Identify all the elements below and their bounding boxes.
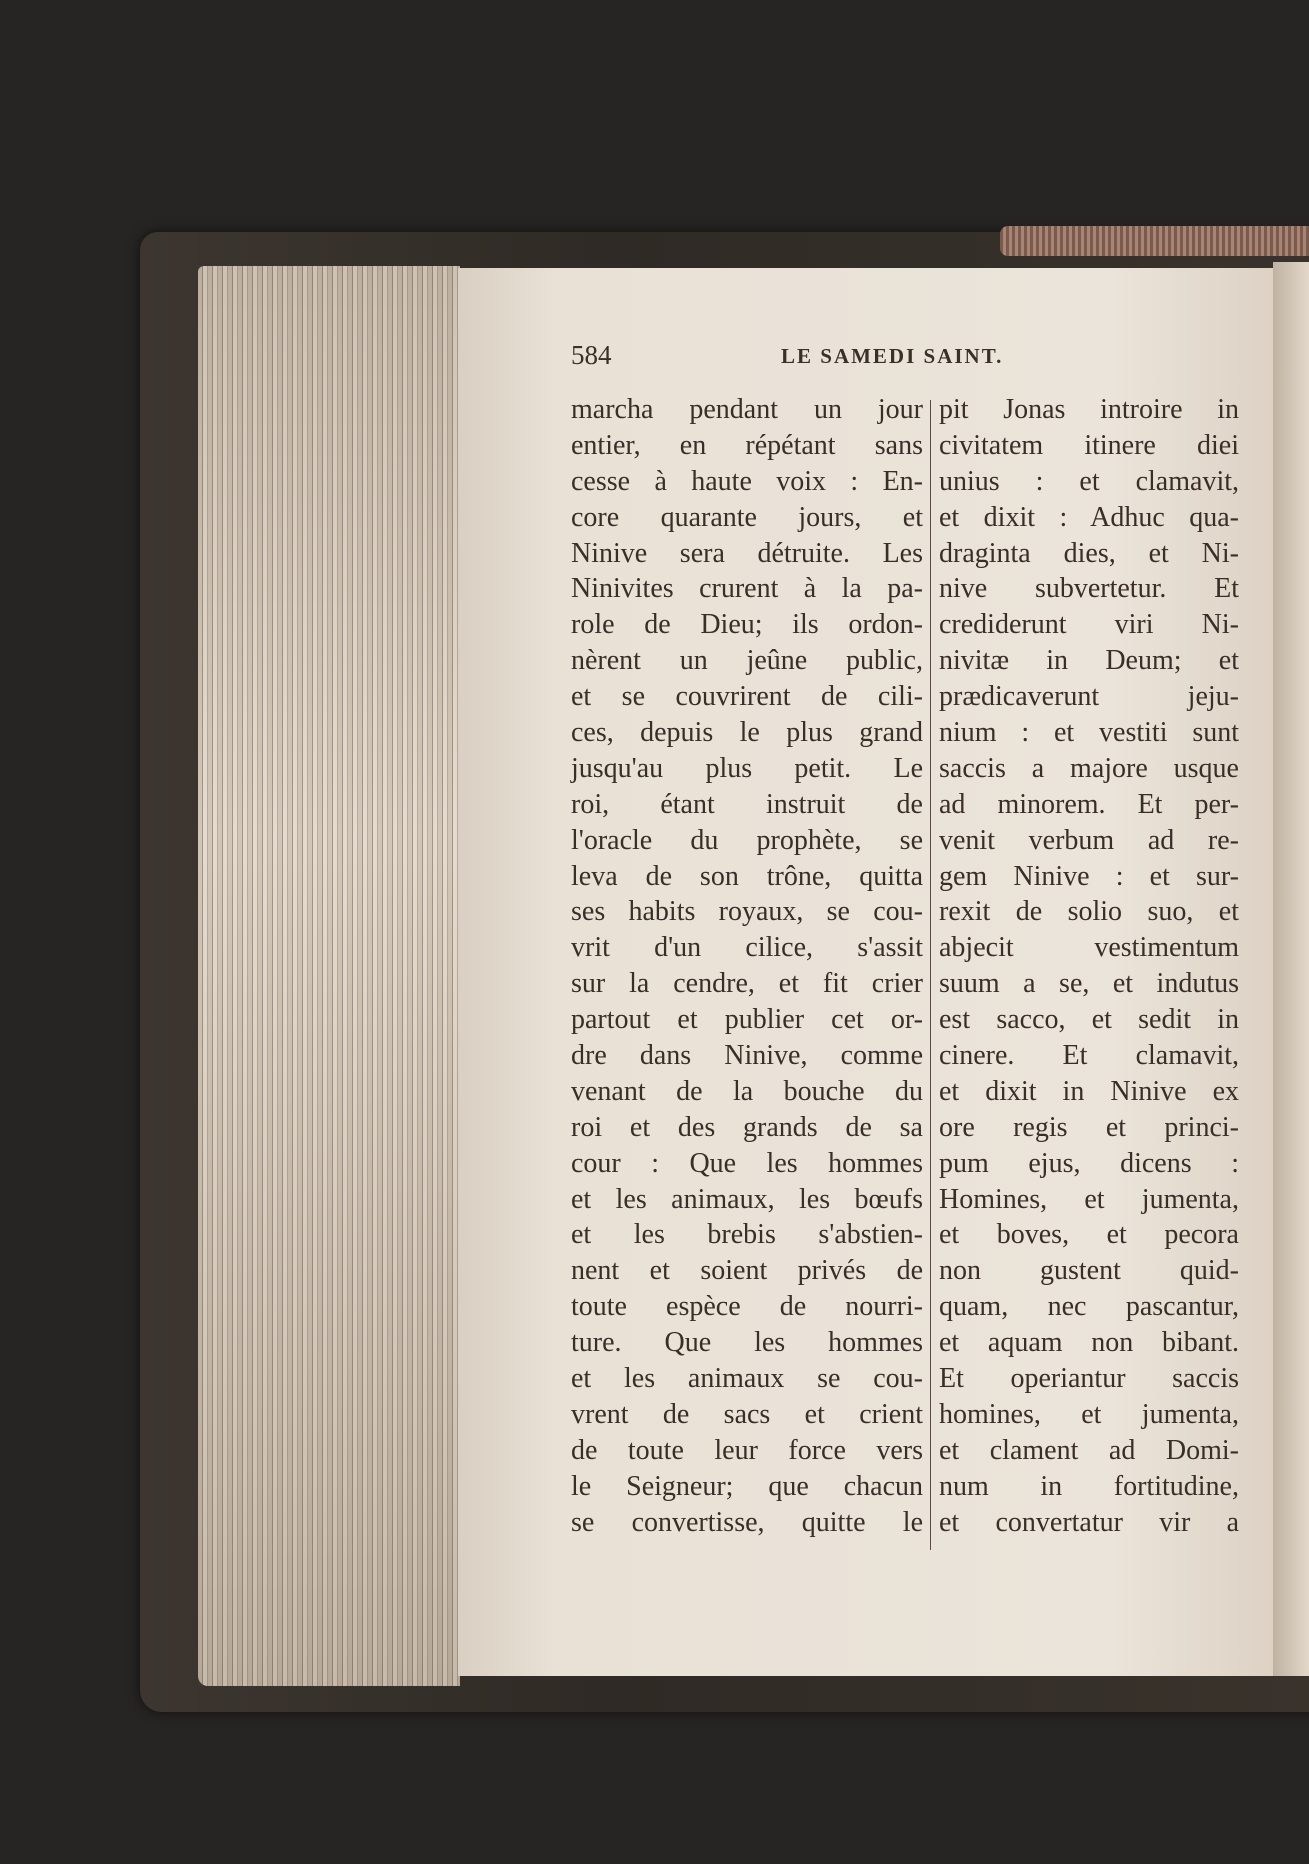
text-line: Homines, et jumenta,: [939, 1183, 1239, 1215]
page-fore-edges: [198, 266, 460, 1686]
text-line: nivitæ in Deum; et: [939, 645, 1239, 677]
text-line: et aquam non bibant.: [939, 1327, 1239, 1359]
page-header: [571, 340, 1237, 374]
text-line: et les animaux se cou-: [571, 1363, 923, 1395]
text-line: et dixit in Ninive ex: [939, 1075, 1239, 1107]
text-line: et dixit : Adhuc qua-: [939, 501, 1239, 533]
text-line: roi et des grands de sa: [571, 1111, 923, 1143]
text-line: roi, étant instruit de: [571, 788, 923, 820]
text-line: nive subvertetur. Et: [939, 573, 1239, 605]
text-line: pit Jonas introire in: [939, 394, 1239, 425]
text-line: et boves, et pecora: [939, 1219, 1239, 1251]
text-line: vrent de sacs et crient: [571, 1398, 923, 1430]
text-line: vrit d'un cilice, s'assit: [571, 932, 923, 964]
facing-page-edge: [1273, 262, 1309, 1676]
text-line: ture. Que les hommes: [571, 1327, 923, 1359]
text-line: quam, nec pascantur,: [939, 1291, 1239, 1323]
text-line: dre dans Ninive, comme: [571, 1040, 923, 1072]
text-line: nèrent un jeûne public,: [571, 645, 923, 677]
text-line: nium : et vestiti sunt: [939, 717, 1239, 749]
text-line: sur la cendre, et fit crier: [571, 968, 923, 1000]
text-line: ad minorem. Et per-: [939, 788, 1239, 820]
text-line: se convertisse, quitte le: [571, 1506, 923, 1538]
text-line: venit verbum ad re-: [939, 824, 1239, 856]
text-line: marcha pendant un jour: [571, 394, 923, 425]
text-line: Ninive sera détruite. Les: [571, 537, 923, 569]
page-number: 584: [571, 340, 612, 370]
text-line: venant de la bouche du: [571, 1075, 923, 1107]
text-line: abjecit vestimentum: [939, 932, 1239, 964]
text-line: role de Dieu; ils ordon-: [571, 609, 923, 641]
text-line: unius : et clamavit,: [939, 465, 1239, 497]
text-line: et convertatur vir a: [939, 1506, 1239, 1538]
text-line: jusqu'au plus petit. Le: [571, 752, 923, 784]
bookmark-ribbon: [1000, 226, 1309, 256]
text-line: core quarante jours, et: [571, 501, 923, 533]
text-line: l'oracle du prophète, se: [571, 824, 923, 856]
text-line: suum a se, et indutus: [939, 968, 1239, 1000]
text-line: et se couvrirent de cili-: [571, 681, 923, 713]
text-line: crediderunt viri Ni-: [939, 609, 1239, 641]
column-divider: [930, 400, 931, 1550]
text-line: ses habits royaux, se cou-: [571, 896, 923, 928]
text-line: gem Ninive : et sur-: [939, 860, 1239, 892]
latin-text-column: [939, 392, 1239, 1541]
text-line: de toute leur force vers: [571, 1434, 923, 1466]
text-line: cesse à haute voix : En-: [571, 465, 923, 497]
text-line: le Seigneur; que chacun: [571, 1470, 923, 1502]
text-line: et les animaux, les bœufs: [571, 1183, 923, 1215]
text-line: homines, et jumenta,: [939, 1398, 1239, 1430]
text-line: toute espèce de nourri-: [571, 1291, 923, 1323]
text-line: Et operiantur saccis: [939, 1363, 1239, 1395]
text-line: draginta dies, et Ni-: [939, 537, 1239, 569]
text-line: nent et soient privés de: [571, 1255, 923, 1287]
text-line: prædicaverunt jeju-: [939, 681, 1239, 713]
text-line: cinere. Et clamavit,: [939, 1040, 1239, 1072]
text-line: ces, depuis le plus grand: [571, 717, 923, 749]
text-line: non gustent quid-: [939, 1255, 1239, 1287]
text-line: est sacco, et sedit in: [939, 1004, 1239, 1036]
text-line: civitatem itinere diei: [939, 429, 1239, 461]
text-line: et les brebis s'abstien-: [571, 1219, 923, 1251]
text-line: Ninivites crurent à la pa-: [571, 573, 923, 605]
text-line: partout et publier cet or-: [571, 1004, 923, 1036]
text-line: et clament ad Domi-: [939, 1434, 1239, 1466]
text-line: rexit de solio suo, et: [939, 896, 1239, 928]
running-title: LE SAMEDI SAINT.: [781, 344, 1004, 368]
text-line: pum ejus, dicens :: [939, 1147, 1239, 1179]
french-text-column: [571, 392, 923, 1541]
text-line: cour : Que les hommes: [571, 1147, 923, 1179]
text-line: leva de son trône, quitta: [571, 860, 923, 892]
text-line: ore regis et princi-: [939, 1111, 1239, 1143]
text-line: saccis a majore usque: [939, 752, 1239, 784]
text-line: entier, en répétant sans: [571, 429, 923, 461]
text-line: num in fortitudine,: [939, 1470, 1239, 1502]
